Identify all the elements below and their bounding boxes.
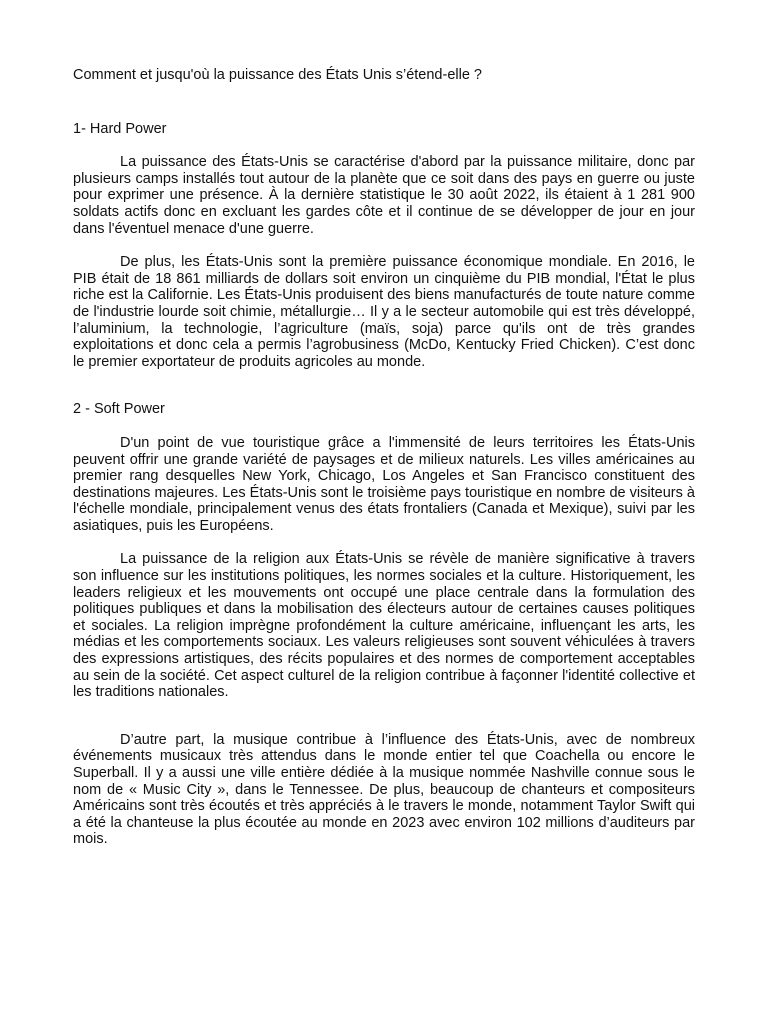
paragraph-music: D’autre part, la musique contribue à l’influence des États-Unis, avec de nombreux événements musicaux très attendus dans le monde entier tel que Coachella ou encore le Superball. Il y a aussi une ville entière dédiée à la musique nommée Nashville connue sous le nom de « Music City », dans le Tennessee. De plus, beaucoup de chanteurs et compositeurs Américains sont très écoutés et très appréciés à le travers le monde, notamment Taylor Swift qui a été la chanteuse la plus écoutée au monde en 2023 avec environ 102 millions d’auditeurs par mois. bbox=[73, 731, 695, 848]
paragraph-military: La puissance des États-Unis se caractérise d'abord par la puissance militaire, donc par plusieurs camps installés tout autour de la planète que ce soit dans des pays en guerre ou juste pour exprimer une présence. À la dernière statistique le 30 août 2022, ils étaient à 1 281 900 soldats actifs donc en excluant les gardes côte et il continue de se développer de jour en jour dans l'éventuel menace d'une guerre. bbox=[73, 154, 695, 237]
document-title: Comment et jusqu'où la puissance des États Unis s’étend-elle ? bbox=[73, 67, 482, 83]
paragraph-economy: De plus, les États-Unis sont la première puissance économique mondiale. En 2016, le PIB était de 18 861 milliards de dollars soit environ un cinquième du PIB mondial, l'État le plus riche est la Californie. Les États-Unis produisent des biens manufacturés de toute nature comme de l'industrie lourde soit chimie, métallurgie… Il y a le secteur automobile qui est très développé, l’aluminium, la technologie, l’agriculture (maïs, soja) parce qu'ils ont de très grandes exploitations et donc cela a permis l’agrobusiness (McDo, Kentucky Fried Chicken). C’est donc le premier exportateur de produits agricoles au monde. bbox=[73, 254, 695, 370]
paragraph-tourism: D'un point de vue touristique grâce a l'immensité de leurs territoires les États-Unis peuvent offrir une grande variété de paysages et de milieux naturels. Les villes américaines au premier rang desquelles New York, Chicago, Los Angeles et San Francisco constituent des destinations majeures. Les États-Unis sont le troisième pays touristique en nombre de visiteurs à l'échelle mondiale, principalement venus des états frontaliers (Canada et Mexique), suivi par les asiatiques, puis les Européens. bbox=[73, 434, 695, 534]
section-heading-soft-power: 2 - Soft Power bbox=[73, 401, 165, 418]
paragraph-religion: La puissance de la religion aux États-Unis se révèle de manière significative à travers son influence sur les institutions politiques, les normes sociales et la culture. Historiquement, les leaders religieux et les mouvements ont occupé une place centrale dans la formulation des politiques publiques et dans la mobilisation des électeurs autour de certaines causes politiques et sociales. La religion imprègne profondément la culture américaine, influençant les arts, les médias et les comportements sociaux. Les valeurs religieuses sont souvent véhiculées à travers des expressions artistiques, des récits populaires et des normes de comportement acceptables au sein de la société. Cet aspect culturel de la religion contribue à façonner l'identité collective et les traditions nationales. bbox=[73, 551, 695, 701]
document-page bbox=[73, 67, 695, 848]
section-heading-hard-power: 1- Hard Power bbox=[73, 120, 167, 137]
